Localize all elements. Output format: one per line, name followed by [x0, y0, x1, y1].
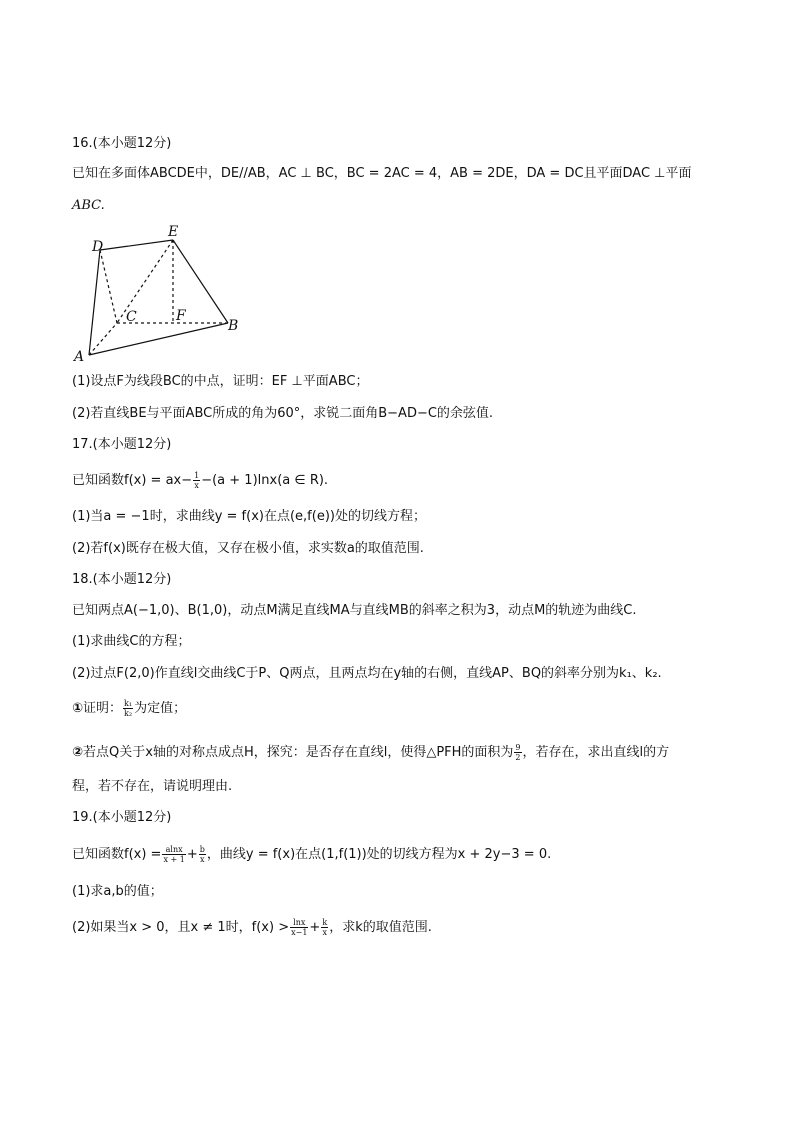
q17-fraction	[193, 471, 200, 490]
q18-area-fraction	[514, 743, 521, 762]
edge-DE	[100, 240, 173, 250]
polyhedron-figure	[70, 222, 250, 367]
q18-area-den: 2	[515, 753, 521, 762]
q17-part1: (1)当a = −1时，求曲线y = f(x)在点(e,f(e))处的切线方程；	[72, 509, 426, 524]
q18-part2: (2)过点F(2,0)作直线l交曲线C于P、Q两点，且两点均在y轴的右侧，直线AP、BQ的斜率分别为k₁、k₂.	[72, 666, 662, 681]
q19-part2-frac2-num: k	[322, 918, 328, 927]
q19-fraction-2	[199, 845, 206, 864]
q19-stem-pre: 已知函数f(x) =	[72, 847, 162, 862]
q17-header: 17.(本小题12分)	[72, 437, 172, 452]
q19-part1: (1)求a,b的值；	[72, 884, 163, 899]
q17-stem-pre: 已知函数f(x) = ax−	[72, 473, 193, 488]
q18-ratio-num: k₁	[124, 699, 133, 708]
q16-part1: (1)设点F为线段BC的中点，证明：EF ⊥平面ABC；	[72, 374, 369, 389]
q19-part2	[72, 918, 432, 938]
label-D: D	[92, 239, 104, 255]
label-B: B	[228, 318, 239, 334]
q17-frac-den: x	[194, 481, 199, 490]
q19-frac1-den: x + 1	[163, 855, 185, 864]
q18-sub1	[72, 699, 186, 719]
q17-stem	[72, 471, 328, 491]
label-A: A	[74, 349, 85, 365]
q19-part2-frac1-den: x−1	[291, 928, 308, 937]
q19-header: 19.(本小题12分)	[72, 810, 172, 825]
q19-part2-pre: (2)如果当x > 0，且x ≠ 1时，f(x) >	[72, 920, 290, 935]
q17-stem-post: −(a + 1)lnx(a ∈ R).	[201, 473, 329, 488]
q18-area-num: 9	[515, 743, 521, 752]
q19-frac1-num: alnx	[162, 845, 185, 855]
q19-part2-plus: +	[309, 920, 321, 935]
q18-ratio-den: k₂	[124, 709, 133, 718]
q16-header: 16.(本小题12分)	[72, 136, 172, 151]
q19-part2-frac1-num: lnx	[290, 918, 308, 928]
edge-DA	[89, 250, 100, 355]
label-F: F	[176, 308, 186, 324]
circled-two-marker: ②	[72, 745, 84, 760]
q18-sub2	[72, 743, 669, 763]
label-E: E	[168, 224, 179, 240]
q18-sub1-pre: 证明：	[83, 701, 123, 716]
q18-sub2-post: ，若存在，求出直线l的方	[522, 745, 670, 760]
q18-sub2-line2: 程，若不存在，请说明理由.	[72, 779, 233, 794]
q17-part2: (2)若f(x)既存在极大值，又存在极小值，求实数a的取值范围.	[72, 541, 424, 556]
q16-stem-line2: ABC.	[72, 198, 105, 213]
edge-DC	[100, 250, 117, 323]
q18-sub2-pre: 若点Q关于x轴的对称点成点H，探究：是否存在直线l，使得△PFH的面积为	[83, 745, 514, 760]
q19-part2-fraction-1	[290, 918, 308, 937]
q18-header: 18.(本小题12分)	[72, 572, 172, 587]
q17-frac-num: 1	[194, 471, 200, 480]
q19-fraction-1	[162, 845, 185, 864]
q18-sub1-post: 为定值；	[134, 701, 187, 716]
q19-part2-frac2-den: x	[322, 928, 328, 937]
edge-AC	[89, 323, 117, 355]
q19-part2-fraction-2	[321, 918, 328, 937]
q19-frac2-den: x	[200, 855, 205, 864]
q19-plus: +	[186, 847, 198, 862]
edge-AB	[89, 323, 228, 355]
circled-one-marker: ①	[72, 701, 84, 716]
label-C: C	[126, 309, 137, 325]
q16-stem-line1: 已知在多面体ABCDE中，DE//AB，AC ⊥ BC，BC = 2AC = 4，AB = 2DE，DA = DC且平面DAC ⊥平面	[72, 166, 692, 181]
q16-part2: (2)若直线BE与平面ABC所成的角为60°，求锐二面角B−AD−C的余弦值.	[72, 406, 494, 421]
q18-ratio-fraction	[123, 699, 133, 718]
q18-stem: 已知两点A(−1,0)、B(1,0)，动点M满足直线MA与直线MB的斜率之积为3，动点M的轨迹为曲线C.	[72, 603, 637, 618]
q19-part2-post: ，求k的取值范围.	[329, 920, 432, 935]
q19-stem-post: ，曲线y = f(x)在点(1,f(1))处的切线方程为x + 2y−3 = 0.	[206, 847, 552, 862]
q19-stem	[72, 845, 551, 865]
q18-part1: (1)求曲线C的方程；	[72, 634, 191, 649]
q19-frac2-num: b	[199, 845, 205, 854]
